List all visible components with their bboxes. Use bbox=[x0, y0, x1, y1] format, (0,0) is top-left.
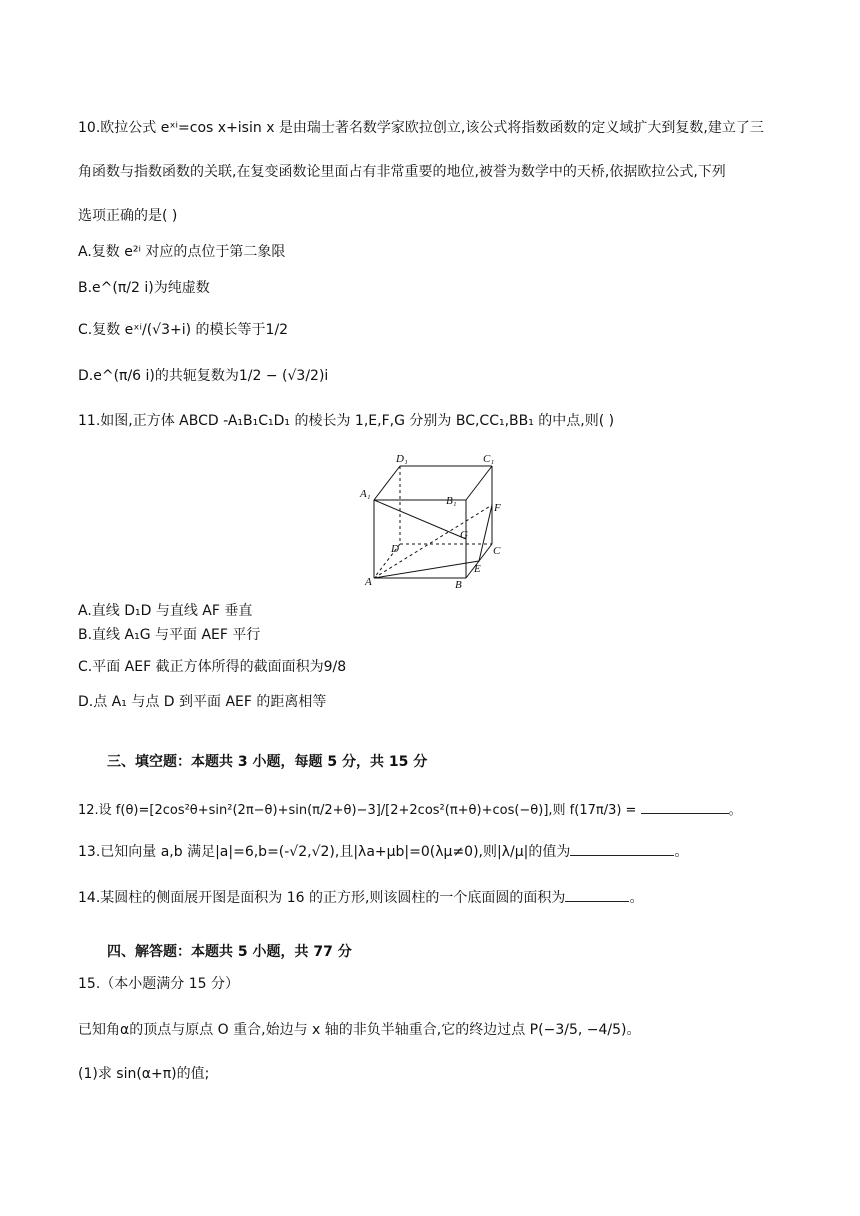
q15-part1: (1)求 sin(α+π)的值; bbox=[78, 1066, 210, 1082]
edge-a1-d1 bbox=[374, 466, 400, 500]
q12-row bbox=[78, 799, 742, 819]
q10-stem-line1: 10.欧拉公式 eˣⁱ=cos x+isin x 是由瑞士著名数学家欧拉创立,该公式将指数函数的定义域扩大到复数,建立了三 bbox=[78, 120, 764, 136]
section-4-heading: 四、解答题：本题共 5 小题，共 77 分 bbox=[107, 944, 352, 960]
q10-option-c: C.复数 eˣⁱ/(√3+i) 的模长等于1/2 bbox=[78, 322, 289, 338]
q12-answer-blank[interactable] bbox=[641, 799, 729, 814]
q13-end: 。 bbox=[674, 844, 689, 860]
q13-row bbox=[78, 841, 688, 861]
q13-text: 13.已知向量 a,b 满足|a|=6,b=(-√2,√2),且|λa+μb|=0(λμ≠0),则|λ/μ|的值为 bbox=[78, 844, 571, 860]
q11-option-b: B.直线 A₁G 与平面 AEF 平行 bbox=[78, 627, 261, 643]
label-d: D bbox=[391, 543, 399, 555]
q11-option-c: C.平面 AEF 截正方体所得的截面面积为9/8 bbox=[78, 659, 347, 675]
edge-c1-b1 bbox=[466, 466, 492, 500]
label-a1: A₁ bbox=[360, 488, 371, 500]
label-b: B bbox=[455, 579, 462, 590]
label-b1: B₁ bbox=[446, 495, 457, 507]
q10-stem-line3: 选项正确的是( ) bbox=[78, 208, 178, 224]
q14-row bbox=[78, 887, 643, 907]
label-a: A bbox=[365, 576, 372, 588]
q10-option-d: D.e^(π/6 i)的共轭复数为1/2 − (√3/2)i bbox=[78, 368, 329, 384]
label-g: G bbox=[460, 529, 468, 541]
q10-option-b: B.e^(π/2 i)为纯虚数 bbox=[78, 280, 210, 296]
q10-option-a: A.复数 e²ⁱ 对应的点位于第二象限 bbox=[78, 244, 286, 260]
q11-option-d: D.点 A₁ 与点 D 到平面 AEF 的距离相等 bbox=[78, 694, 327, 710]
q13-answer-blank[interactable] bbox=[570, 841, 674, 856]
q14-text: 14.某圆柱的侧面展开图是面积为 16 的正方形,则该圆柱的一个底面圆的面积为 bbox=[78, 890, 566, 906]
q14-answer-blank[interactable] bbox=[565, 887, 629, 902]
q11-option-a: A.直线 D₁D 与直线 AF 垂直 bbox=[78, 603, 253, 619]
segment-a-e bbox=[374, 561, 479, 578]
q14-end: 。 bbox=[629, 890, 644, 906]
q11-stem: 11.如图,正方体 ABCD -A₁B₁C₁D₁ 的棱长为 1,E,F,G 分别为 BC,CC₁,BB₁ 的中点,则( ) bbox=[78, 413, 615, 429]
cube-figure bbox=[340, 440, 520, 590]
label-d1: D₁ bbox=[396, 453, 408, 465]
label-c: C bbox=[493, 545, 501, 557]
label-f: F bbox=[494, 502, 501, 514]
label-e: E bbox=[474, 563, 481, 575]
section-3-heading: 三、填空题：本题共 3 小题，每题 5 分，共 15 分 bbox=[107, 754, 428, 770]
q12-text: 12.设 f(θ)=[2cos²θ+sin²(2π−θ)+sin(π/2+θ)−3]/[2+2cos²(π+θ)+cos(−θ)],则 f(17π/3) = bbox=[78, 803, 637, 818]
q15-heading: 15.（本小题满分 15 分） bbox=[78, 976, 239, 992]
q10-stem-line2: 角函数与指数函数的关联,在复变函数论里面占有非常重要的地位,被誉为数学中的天桥,依据欧拉公式,下列 bbox=[78, 164, 726, 180]
q12-end: 。 bbox=[728, 803, 742, 818]
q15-stem: 已知角α的顶点与原点 O 重合,始边与 x 轴的非负半轴重合,它的终边过点 P(−3/5, −4/5)。 bbox=[78, 1022, 641, 1038]
label-c1: C₁ bbox=[483, 453, 495, 465]
